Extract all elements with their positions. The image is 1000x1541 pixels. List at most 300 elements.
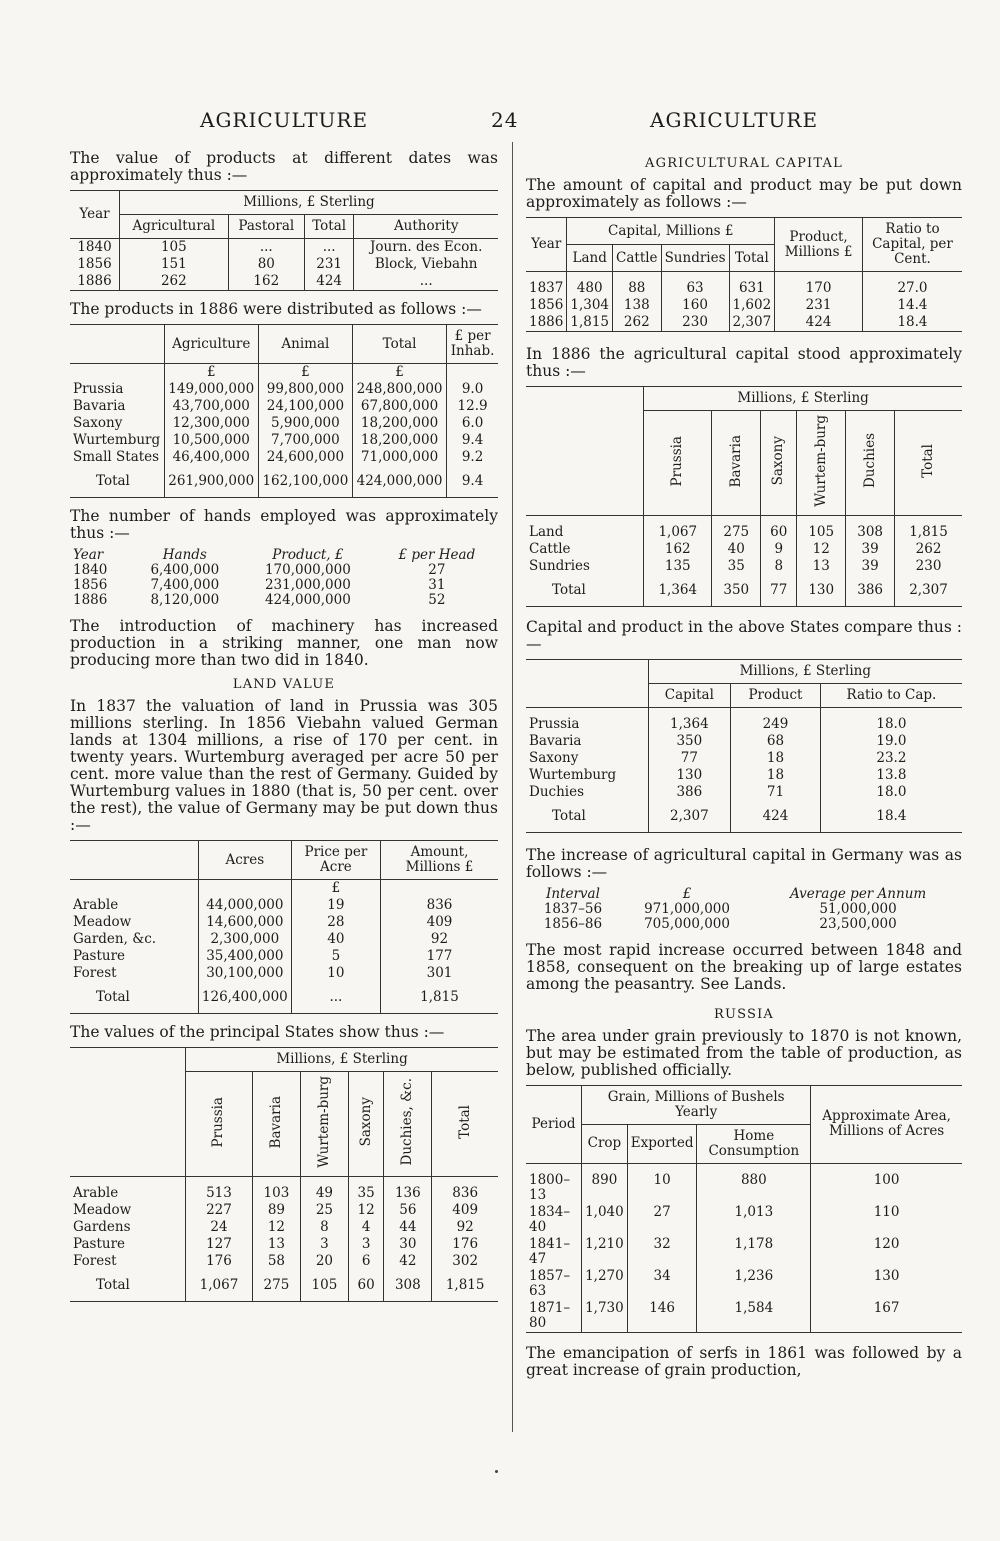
table-row [70, 914, 498, 931]
cell: ... [304, 239, 354, 257]
cell: 46,400,000 [164, 449, 258, 466]
capital-product-table [526, 217, 962, 332]
table-row [70, 948, 498, 965]
paragraph: Capital and product in the above States compare thus :— [526, 617, 962, 653]
column-header: Exported [627, 1124, 697, 1163]
paragraph: The amount of capital and product may be put down approximately as follows :— [526, 176, 962, 211]
cell: 177 [426, 948, 453, 964]
cell: 63 [661, 280, 729, 297]
section-heading: LAND VALUE [232, 677, 336, 692]
cell: 18.4 [876, 807, 907, 824]
cell: 1,815 [420, 989, 459, 1005]
page-number: 24 [491, 108, 519, 132]
cell: 14,600,000 [198, 914, 291, 931]
capital-product-comparison-table [526, 659, 962, 833]
cell: 42 [384, 1253, 432, 1270]
row-label: Bavaria [526, 733, 648, 750]
cell: 39 [846, 541, 895, 558]
row-label: Arable [70, 897, 198, 914]
cell: 1,584 [697, 1300, 811, 1333]
cell: 56 [384, 1202, 432, 1219]
cell: ... [228, 239, 304, 257]
row-label: Meadow [70, 914, 198, 931]
cell: 135 [644, 558, 712, 575]
cell: 18,200,000 [352, 432, 446, 449]
cell: 23,500,000 [819, 915, 897, 932]
cell: 88 [613, 280, 662, 297]
row-label: Total [526, 575, 644, 607]
total-row [70, 1270, 498, 1302]
cell: 308 [384, 1270, 432, 1302]
table-row [526, 902, 962, 917]
column-header: Amount, Millions £ [381, 841, 498, 880]
cell: 30,100,000 [198, 965, 291, 982]
cell: 13 [252, 1236, 300, 1253]
column-header: Product, Millions £ [775, 218, 863, 272]
column-header: Year [73, 547, 104, 563]
page-speck [495, 1470, 498, 1473]
column-header: Price per Acre [291, 841, 380, 880]
cell: 167 [873, 1299, 900, 1316]
table-row [526, 314, 962, 332]
cell: 39 [846, 558, 895, 575]
products-distribution-table [70, 324, 498, 498]
column-header: Average per Annum [789, 885, 927, 902]
unit-label: £ [352, 364, 446, 382]
cell: 1,602 [729, 297, 775, 314]
column-group-header: Millions, £ Sterling [644, 387, 962, 411]
paragraph: The area under grain previously to 1870 is not known, but may be estimated from the table of production, as below, published officially. [526, 1026, 962, 1079]
cell: 262 [120, 273, 229, 291]
cell: 127 [186, 1236, 253, 1253]
cell: 424,000,000 [352, 466, 446, 498]
cell: 18 [731, 767, 821, 784]
cell: 27.0 [897, 280, 928, 296]
cell: 386 [648, 784, 731, 801]
cell: 1856–86 [543, 915, 603, 932]
capital-by-state-table [526, 386, 962, 607]
cell: 424 [304, 273, 354, 291]
cell: 9.0 [461, 381, 484, 397]
cell: 92 [430, 931, 449, 947]
table-row [526, 1300, 962, 1333]
table-row [526, 1268, 962, 1300]
column-header: Pastoral [228, 215, 304, 239]
cell: Journ. des Econ. [370, 239, 483, 255]
cell: 10 [627, 1172, 697, 1204]
cell: 275 [712, 524, 761, 541]
cell: 58 [252, 1253, 300, 1270]
cell: 9 [761, 541, 797, 558]
product-value-table [70, 190, 498, 291]
cell: 424,000,000 [264, 592, 351, 608]
cell: 32 [627, 1236, 697, 1268]
cell: 262 [613, 314, 662, 332]
column-header: Duchies, &c. [384, 1072, 432, 1177]
row-label: Cattle [526, 541, 644, 558]
cell: 350 [712, 575, 761, 607]
cell: 35,400,000 [198, 948, 291, 965]
column-header: Crop [582, 1124, 628, 1163]
row-label: Total [70, 466, 164, 498]
column-header: Ratio to Cap. [820, 683, 962, 707]
row-label: Pasture [70, 948, 198, 965]
cell: 1837–56 [543, 900, 603, 917]
cell: 31 [428, 577, 446, 593]
table-row [526, 541, 962, 558]
column-header: Animal [258, 325, 352, 364]
cell: 261,900,000 [164, 466, 258, 498]
cell: 52 [428, 592, 446, 608]
cell: 13 [797, 558, 846, 575]
table-row [526, 767, 962, 784]
row-label: Prussia [526, 716, 648, 733]
cell: 146 [627, 1300, 697, 1333]
cell: 5,900,000 [258, 415, 352, 432]
paragraph: The increase of agricultural capital in Germany was as follows :— [526, 845, 962, 881]
cell: 227 [186, 1202, 253, 1219]
table-row [70, 578, 498, 593]
cell: 18.0 [876, 783, 907, 800]
cell: 67,800,000 [352, 398, 446, 415]
cell: 23.2 [876, 749, 907, 766]
column-header: £ per Inhab. [447, 325, 498, 364]
unit-label: £ [258, 364, 352, 382]
cell: 249 [731, 716, 821, 733]
column-header: Prussia [186, 1072, 253, 1177]
column-header: Total [432, 1072, 498, 1177]
cell: 162,100,000 [258, 466, 352, 498]
row-label: Total [526, 801, 648, 833]
column-header: Authority [354, 215, 498, 239]
cell: 130 [873, 1267, 900, 1284]
cell: 99,800,000 [258, 381, 352, 398]
cell: 1,364 [644, 575, 712, 607]
cell: 71,000,000 [352, 449, 446, 466]
cell: 409 [452, 1201, 479, 1218]
cell: 27 [627, 1204, 697, 1236]
cell: 40 [291, 931, 380, 948]
paragraph: The values of the principal States show thus :— [70, 1023, 445, 1041]
cell: 308 [846, 524, 895, 541]
cell: 77 [761, 575, 797, 607]
cell: 1886 [526, 314, 567, 332]
cell: 24,100,000 [258, 398, 352, 415]
column-header: Product [731, 683, 821, 707]
column-header: Prussia [644, 411, 712, 516]
column-header: Period [526, 1085, 582, 1163]
cell: 49 [300, 1185, 348, 1202]
cell: 1834–40 [526, 1204, 582, 1236]
cell: 18.0 [876, 715, 907, 732]
cell: 35 [712, 558, 761, 575]
table-row [526, 524, 962, 541]
cell: 151 [120, 256, 229, 273]
cell: 170 [775, 280, 863, 297]
row-label: Pasture [70, 1236, 186, 1253]
cell: 1,013 [697, 1204, 811, 1236]
cell: 9.4 [461, 432, 484, 448]
cell: 1840 [73, 562, 108, 578]
row-label: Bavaria [70, 398, 164, 415]
cell: 92 [456, 1218, 474, 1235]
cell: 1,815 [567, 314, 613, 332]
cell: 1,040 [582, 1204, 628, 1236]
cell: 136 [384, 1185, 432, 1202]
column-header: Ratio to Capital, per Cent. [872, 221, 953, 267]
cell: 160 [661, 297, 729, 314]
column-header: Wurtem-burg [300, 1072, 348, 1177]
paragraph: The introduction of machinery has increased production in a striking manner, one man now producing more than two did in 1840. [70, 617, 498, 669]
row-label: Wurtemburg [70, 432, 164, 449]
table-row [526, 297, 962, 314]
table-row [70, 398, 498, 415]
cell: 971,000,000 [644, 900, 730, 917]
column-header: Total [352, 325, 446, 364]
row-label: Prussia [70, 381, 164, 398]
cell: 100 [873, 1171, 900, 1188]
cell: 1840 [70, 239, 120, 257]
right-column [526, 150, 962, 1385]
column-group-header: Grain, Millions of Bushels Yearly [582, 1085, 811, 1124]
cell: 20 [300, 1253, 348, 1270]
cell: 19.0 [876, 732, 907, 749]
column-header: Wurtem-burg [797, 411, 846, 516]
cell: 480 [567, 280, 613, 297]
column-header: Cattle [613, 245, 662, 272]
cell: 1871–80 [526, 1300, 582, 1333]
hands-employed-table [70, 548, 498, 608]
column-header: Product, £ [272, 547, 344, 563]
cell: 24,600,000 [258, 449, 352, 466]
table-row [70, 1202, 498, 1219]
cell: 13.8 [876, 766, 907, 783]
column-group-header: Millions, £ Sterling [120, 191, 498, 215]
cell: 230 [915, 557, 942, 574]
cell: 231,000,000 [264, 577, 351, 593]
column-header: Saxony [761, 411, 797, 516]
cell: 409 [426, 914, 453, 930]
row-label: Forest [70, 965, 198, 982]
cell: 24 [186, 1219, 253, 1236]
cell: 68 [731, 733, 821, 750]
cell: 44 [384, 1219, 432, 1236]
section-heading: AGRICULTURAL CAPITAL [645, 156, 843, 171]
cell: 34 [627, 1268, 697, 1300]
cell: 1,730 [582, 1300, 628, 1333]
cell: 77 [648, 750, 731, 767]
cell: 60 [761, 524, 797, 541]
cell: 8 [761, 558, 797, 575]
column-header: Bavaria [712, 411, 761, 516]
column-header: Saxony [348, 1072, 383, 1177]
cell: 12 [348, 1202, 383, 1219]
table-row [70, 1236, 498, 1253]
column-group-header: Millions, £ Sterling [186, 1048, 498, 1072]
cell: 120 [873, 1235, 900, 1252]
cell: 30 [384, 1236, 432, 1253]
paragraph: In 1886 the agricultural capital stood approximately thus :— [526, 345, 962, 380]
cell: 103 [252, 1185, 300, 1202]
column-header: Land [567, 245, 613, 272]
column-header: Total [729, 245, 775, 272]
left-column [70, 150, 498, 1312]
table-row [70, 1185, 498, 1202]
row-label: Land [526, 524, 644, 541]
cell: ... [419, 273, 433, 289]
cell: 51,000,000 [819, 900, 897, 917]
cell: 8 [300, 1219, 348, 1236]
cell: 12.9 [457, 398, 488, 414]
cell: 12 [252, 1219, 300, 1236]
cell: 513 [186, 1185, 253, 1202]
cell: 262 [915, 540, 942, 557]
cell: 1,178 [697, 1236, 811, 1268]
cell: 1886 [73, 592, 108, 608]
column-header: Sundries [661, 245, 729, 272]
cell: Block, Viebahn [374, 256, 478, 272]
cell: 1841–47 [526, 1236, 582, 1268]
row-label: Garden, &c. [70, 931, 198, 948]
total-row [70, 982, 498, 1014]
column-header: Total [895, 411, 962, 516]
cell: 248,800,000 [352, 381, 446, 398]
row-label: Saxony [526, 750, 648, 767]
cell: 6,400,000 [150, 562, 220, 578]
cell: 130 [797, 575, 846, 607]
land-value-table [70, 840, 498, 1014]
cell: 1,210 [582, 1236, 628, 1268]
cell: 2,307 [648, 801, 731, 833]
cell: 138 [613, 297, 662, 314]
cell: 149,000,000 [164, 381, 258, 398]
unit-label: £ [164, 364, 258, 382]
cell: 836 [452, 1184, 479, 1201]
cell: 880 [697, 1172, 811, 1204]
cell: 9.4 [461, 473, 484, 489]
column-group-header: Millions, £ Sterling [648, 659, 962, 683]
column-header: Agricultural [120, 215, 229, 239]
column-header: Interval [546, 885, 600, 902]
cell: 231 [304, 256, 354, 273]
cell: 3 [300, 1236, 348, 1253]
table-row [526, 917, 962, 932]
column-header: Hands [162, 547, 207, 563]
table-row [526, 558, 962, 575]
cell: 1,067 [644, 524, 712, 541]
cell: 170,000,000 [264, 562, 351, 578]
row-label: Total [70, 982, 198, 1014]
cell: 18.4 [897, 314, 928, 330]
table-row [70, 449, 498, 466]
table-row [526, 750, 962, 767]
running-head-right: AGRICULTURE [650, 108, 819, 132]
cell: 10,500,000 [164, 432, 258, 449]
cell: 162 [228, 273, 304, 291]
row-label: Arable [70, 1185, 186, 1202]
cell: 301 [426, 965, 453, 981]
cell: 424 [775, 314, 863, 332]
column-header: £ [682, 885, 692, 902]
paragraph: In 1837 the valuation of land in Prussia was 305 millions sterling. In 1856 Viebahn valued German lands at 1304 millions, a rise of 170 per cent. in twenty years. Wurtemburg averaged per acre 50 per cent. more value than the rest of Germany. Guided by Wurtemburg values in 1880 (that is, 50 per cent. over the rest), the value of Germany may be put down thus :— [70, 697, 498, 834]
row-label: Gardens [70, 1219, 186, 1236]
cell: 3 [348, 1236, 383, 1253]
cell: 1886 [70, 273, 120, 291]
cell: 105 [797, 524, 846, 541]
row-label: Small States [70, 449, 164, 466]
cell: 176 [186, 1253, 253, 1270]
row-label: Forest [70, 1253, 186, 1270]
cell: 6 [348, 1253, 383, 1270]
cell: 10 [291, 965, 380, 982]
row-label: Saxony [70, 415, 164, 432]
cell: 230 [661, 314, 729, 332]
total-row [526, 801, 962, 833]
table-row [70, 239, 498, 257]
column-header: £ per Head [398, 547, 476, 563]
table-row [70, 1219, 498, 1236]
total-row [526, 575, 962, 607]
paragraph: The emancipation of serfs in 1861 was followed by a great increase of grain production, [526, 1343, 962, 1379]
row-label: Sundries [526, 558, 644, 575]
cell: 14.4 [897, 297, 928, 313]
unit-label: £ [291, 880, 380, 898]
cell: 631 [729, 280, 775, 297]
cell: 1800–13 [526, 1172, 582, 1204]
table-row [70, 273, 498, 291]
cell: 126,400,000 [198, 982, 291, 1014]
cell: 162 [644, 541, 712, 558]
paragraph: The value of products at different dates was approximately thus :— [70, 149, 498, 184]
cell: 275 [252, 1270, 300, 1302]
cell: 176 [452, 1235, 479, 1252]
column-header: Year [70, 191, 120, 239]
cell: 302 [452, 1252, 479, 1269]
section-heading: RUSSIA [713, 1006, 775, 1022]
cell: 1,815 [909, 523, 948, 540]
cell: 27 [428, 562, 446, 578]
table-row [70, 563, 498, 578]
cell: 105 [120, 239, 229, 257]
cell: 7,400,000 [150, 577, 220, 593]
column-header: Bavaria [252, 1072, 300, 1177]
column-group-header: Capital, Millions £ [567, 218, 775, 245]
column-header: Agriculture [164, 325, 258, 364]
cell: 1,304 [567, 297, 613, 314]
cell: 7,700,000 [258, 432, 352, 449]
cell: 836 [426, 897, 453, 913]
table-row [70, 1253, 498, 1270]
column-header: Home Consumption [697, 1124, 811, 1163]
column-header: Approximate Area, Millions of Acres [822, 1108, 951, 1140]
cell: 1,815 [445, 1276, 485, 1293]
cell: 35 [348, 1185, 383, 1202]
cell: 18 [731, 750, 821, 767]
table-row [70, 931, 498, 948]
column-divider [512, 142, 513, 1432]
cell: 9.2 [461, 449, 484, 465]
russia-grain-table [526, 1085, 962, 1333]
cell: 231 [775, 297, 863, 314]
state-values-table [70, 1047, 498, 1302]
cell: 25 [300, 1202, 348, 1219]
column-header: Capital [648, 683, 731, 707]
column-header: Total [304, 215, 354, 239]
table-row [70, 415, 498, 432]
total-row [70, 466, 498, 498]
cell: 424 [731, 801, 821, 833]
cell: 1,364 [648, 716, 731, 733]
